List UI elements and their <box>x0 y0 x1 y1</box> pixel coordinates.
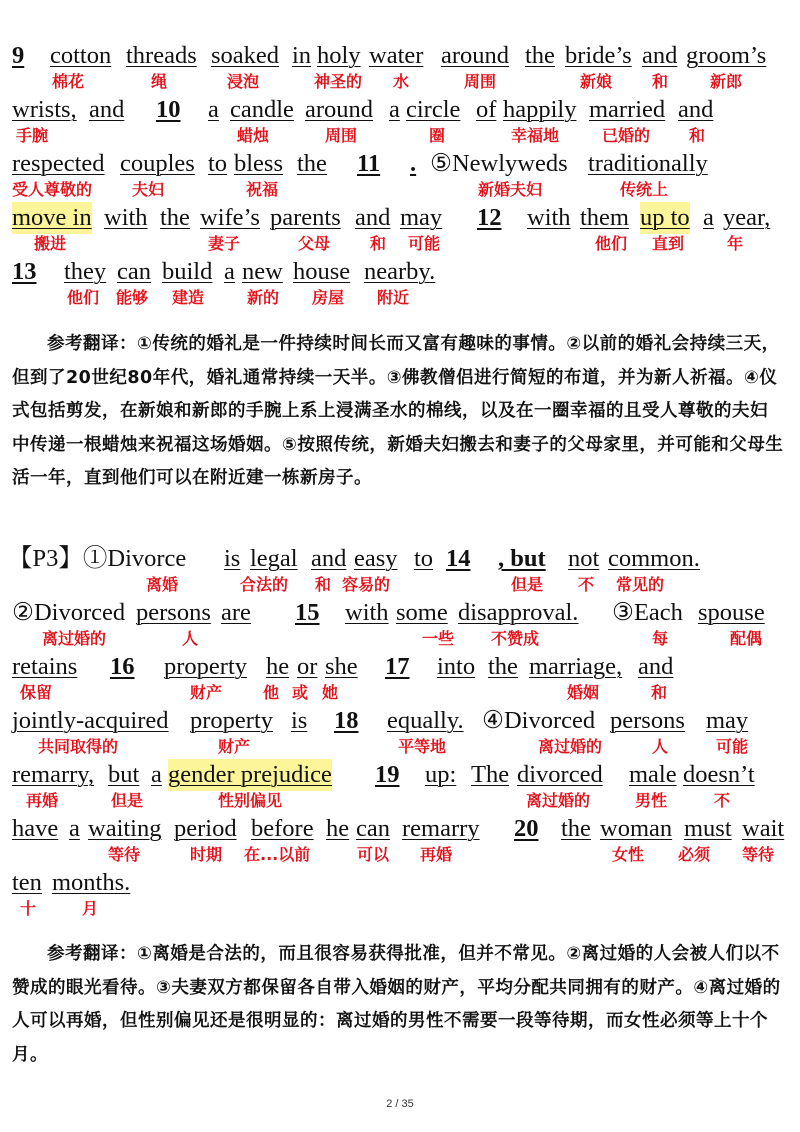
blank-number: 13 <box>12 258 37 285</box>
english-word: ③Each <box>612 599 683 626</box>
chinese-gloss: 和 <box>315 575 332 594</box>
english-word: spouse <box>698 599 765 626</box>
english-word: not <box>568 545 600 572</box>
interlinear-line <box>12 256 792 310</box>
chinese-gloss: 十 <box>20 899 37 918</box>
chinese-gloss: 附近 <box>377 288 410 307</box>
english-word: but <box>108 761 140 788</box>
chinese-gloss: 离过婚的 <box>42 629 107 648</box>
chinese-gloss: 和 <box>689 126 706 145</box>
english-word: up: <box>425 761 457 788</box>
chinese-gloss: 父母 <box>298 234 331 253</box>
english-word: remarry, <box>12 761 95 788</box>
english-word: easy <box>354 545 398 572</box>
chinese-gloss: 妻子 <box>208 234 241 253</box>
chinese-gloss: 性别偏见 <box>218 791 283 810</box>
english-word: ⑤Newlyweds <box>430 150 568 177</box>
chinese-gloss: 棉花 <box>52 72 85 91</box>
chinese-gloss: 蜡烛 <box>237 126 270 145</box>
chinese-gloss: 祝福 <box>246 180 279 199</box>
english-word: or <box>297 653 318 680</box>
english-word: is <box>224 545 241 572</box>
english-word: married <box>589 96 666 123</box>
english-word: can <box>117 258 151 285</box>
blank-number: . <box>410 150 417 177</box>
blank-number: 19 <box>375 761 400 788</box>
english-word: build <box>162 258 213 285</box>
chinese-gloss: 圈 <box>429 126 446 145</box>
chinese-gloss: 但是 <box>511 575 544 594</box>
chinese-gloss: 婚姻 <box>567 683 600 702</box>
english-word: year, <box>723 204 771 231</box>
chinese-gloss: 和 <box>652 72 669 91</box>
chinese-gloss: 再婚 <box>26 791 59 810</box>
english-word: to <box>414 545 434 572</box>
english-word: of <box>476 96 497 123</box>
highlighted-phrase: gender prejudice <box>168 759 332 791</box>
english-word: and <box>642 42 678 69</box>
chinese-gloss: 财产 <box>218 737 251 756</box>
chinese-gloss: 不 <box>714 791 731 810</box>
english-word: persons <box>136 599 211 626</box>
chinese-gloss: 合法的 <box>240 575 289 594</box>
english-word: is <box>291 707 308 734</box>
blank-number: 10 <box>156 96 181 123</box>
chinese-gloss: 传统上 <box>620 180 669 199</box>
chinese-gloss: 建造 <box>172 288 205 307</box>
chinese-gloss: 离过婚的 <box>538 737 603 756</box>
chinese-gloss: 和 <box>651 683 668 702</box>
english-word: may <box>706 707 749 734</box>
english-word: ④Divorced <box>482 707 596 734</box>
chinese-gloss: 配偶 <box>730 629 763 648</box>
english-word: divorced <box>517 761 603 788</box>
chinese-gloss: 和 <box>370 234 387 253</box>
english-word: may <box>400 204 443 231</box>
english-word: parents <box>270 204 341 231</box>
english-word: marriage, <box>529 653 623 680</box>
chinese-gloss: 可以 <box>357 845 390 864</box>
highlighted-phrase: move in <box>12 202 92 234</box>
chinese-gloss: 每 <box>652 629 669 648</box>
english-word: he <box>266 653 290 680</box>
chinese-gloss: 男性 <box>635 791 668 810</box>
chinese-gloss: 必须 <box>678 845 711 864</box>
blank-number: 18 <box>334 707 359 734</box>
english-word: circle <box>406 96 461 123</box>
interlinear-line <box>12 40 792 94</box>
interlinear-line <box>12 813 792 867</box>
chinese-gloss: 人 <box>182 629 199 648</box>
english-word: traditionally <box>588 150 708 177</box>
chinese-gloss: 绳 <box>151 72 168 91</box>
english-word: into <box>437 653 476 680</box>
chinese-gloss: 不 <box>578 575 595 594</box>
english-word: she <box>325 653 358 680</box>
chinese-gloss: 手腕 <box>16 126 49 145</box>
english-word: persons <box>610 707 685 734</box>
english-word: 【P3】①Divorce <box>8 545 187 572</box>
english-word: holy <box>317 42 361 69</box>
chinese-gloss: 时期 <box>190 845 223 864</box>
english-word: legal <box>250 545 298 572</box>
blank-number: 11 <box>357 150 381 177</box>
english-word: and <box>638 653 674 680</box>
english-word: a <box>389 96 400 123</box>
english-word: can <box>356 815 390 842</box>
chinese-gloss: 年 <box>727 234 744 253</box>
chinese-gloss: 夫妇 <box>132 180 165 199</box>
interlinear-line <box>8 543 792 597</box>
english-word: a <box>69 815 80 842</box>
english-word: common. <box>608 545 700 572</box>
english-word: around <box>441 42 510 69</box>
interlinear-line <box>12 651 792 705</box>
english-word: candle <box>230 96 294 123</box>
english-word: retains <box>12 653 78 680</box>
english-word: remarry <box>402 815 480 842</box>
english-word: jointly-acquired <box>12 707 169 734</box>
english-word: waiting <box>88 815 162 842</box>
interlinear-line <box>12 202 792 256</box>
english-word: and <box>678 96 714 123</box>
blank-number: 17 <box>385 653 410 680</box>
english-word: cotton <box>50 42 112 69</box>
english-word: woman <box>600 815 673 842</box>
english-word: in <box>292 42 312 69</box>
english-word: new <box>242 258 283 285</box>
english-word: soaked <box>211 42 280 69</box>
english-word: months. <box>52 869 131 896</box>
english-word: the <box>297 150 327 177</box>
english-word: to <box>208 150 228 177</box>
english-word: bless <box>234 150 283 177</box>
blank-number: , but <box>498 545 546 572</box>
chinese-gloss: 她 <box>322 683 339 702</box>
english-word: them <box>580 204 629 231</box>
chinese-gloss: 常见的 <box>616 575 665 594</box>
chinese-gloss: 神圣的 <box>314 72 363 91</box>
english-word: male <box>629 761 677 788</box>
english-word: and <box>311 545 347 572</box>
chinese-gloss: 幸福地 <box>511 126 560 145</box>
chinese-gloss: 财产 <box>190 683 223 702</box>
chinese-gloss: 女性 <box>612 845 645 864</box>
english-word: have <box>12 815 59 842</box>
english-word: the <box>160 204 190 231</box>
chinese-gloss: 房屋 <box>312 288 345 307</box>
english-word: wrists, <box>12 96 77 123</box>
chinese-gloss: 直到 <box>652 234 685 253</box>
english-word: couples <box>120 150 195 177</box>
chinese-gloss: 离过婚的 <box>526 791 591 810</box>
chinese-gloss: 新婚夫妇 <box>478 180 543 199</box>
english-word: wife’s <box>200 204 260 231</box>
english-word: with <box>527 204 571 231</box>
interlinear-line <box>12 705 792 759</box>
english-word: before <box>251 815 314 842</box>
english-word: respected <box>12 150 105 177</box>
english-word: The <box>471 761 510 788</box>
chinese-gloss: 浸泡 <box>227 72 260 91</box>
english-word: with <box>345 599 389 626</box>
chinese-gloss: 可能 <box>408 234 441 253</box>
english-word: threads <box>126 42 197 69</box>
english-word: and <box>355 204 391 231</box>
interlinear-line <box>12 94 792 148</box>
chinese-gloss: 他们 <box>595 234 628 253</box>
chinese-gloss: 人 <box>652 737 669 756</box>
english-word: a <box>703 204 714 231</box>
english-word: he <box>326 815 350 842</box>
chinese-gloss: 共同取得的 <box>38 737 119 756</box>
chinese-gloss: 他 <box>263 683 280 702</box>
english-word: they <box>64 258 107 285</box>
blank-number: 14 <box>446 545 471 572</box>
chinese-gloss: 离婚 <box>146 575 179 594</box>
english-word: the <box>561 815 591 842</box>
english-word: and <box>89 96 125 123</box>
chinese-gloss: 再婚 <box>420 845 453 864</box>
english-word: groom’s <box>686 42 767 69</box>
chinese-gloss: 周围 <box>325 126 358 145</box>
chinese-gloss: 或 <box>292 683 309 702</box>
interlinear-line <box>12 759 792 813</box>
chinese-gloss: 等待 <box>108 845 141 864</box>
interlinear-line <box>12 148 792 202</box>
chinese-gloss: 已婚的 <box>602 126 651 145</box>
reference-translation-1: 参考翻译：①传统的婚礼是一件持续时间长而又富有趣味的事情。②以前的婚礼会持续三天，但到了20世纪80年代，婚礼通常持续一天半。③佛教僧侣进行简短的布道，并为新人祈福。④仪式包括剪发，在新娘和新郎的手腕上系上浸满圣水的棉线，以及在一圈幸福的且受人尊敬的夫妇中传递一根蜡烛来祝福这场婚姻。⑤按照传统，新婚夫妇搬去和妻子的父母家里，并可能和父母生活一年，直到他们可以在附近建一栋新房子。 <box>12 334 784 488</box>
english-word: ②Divorced <box>12 599 126 626</box>
english-word: doesn’t <box>683 761 755 788</box>
chinese-gloss: 容易的 <box>342 575 391 594</box>
blank-number: 12 <box>477 204 502 231</box>
english-word: ten <box>12 869 42 896</box>
english-word: a <box>208 96 219 123</box>
blank-number: 20 <box>514 815 539 842</box>
chinese-gloss: 可能 <box>716 737 749 756</box>
english-word: house <box>293 258 351 285</box>
chinese-gloss: 新的 <box>247 288 280 307</box>
english-word: property <box>164 653 247 680</box>
chinese-gloss: 月 <box>82 899 99 918</box>
chinese-gloss: 不赞成 <box>491 629 540 648</box>
chinese-gloss: 周围 <box>464 72 497 91</box>
chinese-gloss: 受人尊敬的 <box>12 180 93 199</box>
chinese-gloss: 能够 <box>116 288 149 307</box>
page-number: 2 / 35 <box>386 1098 414 1110</box>
highlighted-phrase: up to <box>640 202 690 234</box>
english-word: some <box>396 599 448 626</box>
english-word: bride’s <box>565 42 632 69</box>
chinese-gloss: 新郎 <box>710 72 743 91</box>
english-word: property <box>190 707 273 734</box>
english-word: equally. <box>387 707 464 734</box>
english-word: wait <box>742 815 785 842</box>
chinese-gloss: 新娘 <box>580 72 613 91</box>
english-word: period <box>174 815 237 842</box>
chinese-gloss: 保留 <box>20 683 53 702</box>
blank-number: 15 <box>295 599 320 626</box>
chinese-gloss: 搬进 <box>34 234 67 253</box>
reference-translation-2: 参考翻译：①离婚是合法的，而且很容易获得批准，但并不常见。②离过婚的人会被人们以不赞成的眼光看待。③夫妻双方都保留各自带入婚姻的财产，平均分配共同拥有的财产。④离过婚的人可以再婚，但性别偏见还是很明显的：离过婚的男性不需要一段等待期，而女性必须等上十个月。 <box>12 944 781 1065</box>
chinese-gloss: 在...以前 <box>244 845 311 864</box>
interlinear-line <box>12 867 792 921</box>
chinese-gloss: 水 <box>393 72 410 91</box>
chinese-gloss: 一些 <box>422 629 455 648</box>
english-word: water <box>369 42 424 69</box>
english-word: nearby. <box>364 258 436 285</box>
chinese-gloss: 平等地 <box>398 737 447 756</box>
english-word: must <box>684 815 732 842</box>
chinese-gloss: 等待 <box>742 845 775 864</box>
blank-number: 16 <box>110 653 135 680</box>
chinese-gloss: 他们 <box>67 288 100 307</box>
english-word: with <box>104 204 148 231</box>
english-word: the <box>488 653 518 680</box>
english-word: happily <box>503 96 577 123</box>
english-word: are <box>221 599 251 626</box>
english-word: a <box>151 761 162 788</box>
english-word: around <box>305 96 374 123</box>
english-word: the <box>525 42 555 69</box>
chinese-gloss: 但是 <box>111 791 144 810</box>
english-word: a <box>224 258 235 285</box>
blank-number: 9 <box>12 42 25 69</box>
interlinear-line <box>12 597 792 651</box>
english-word: disapproval. <box>458 599 579 626</box>
